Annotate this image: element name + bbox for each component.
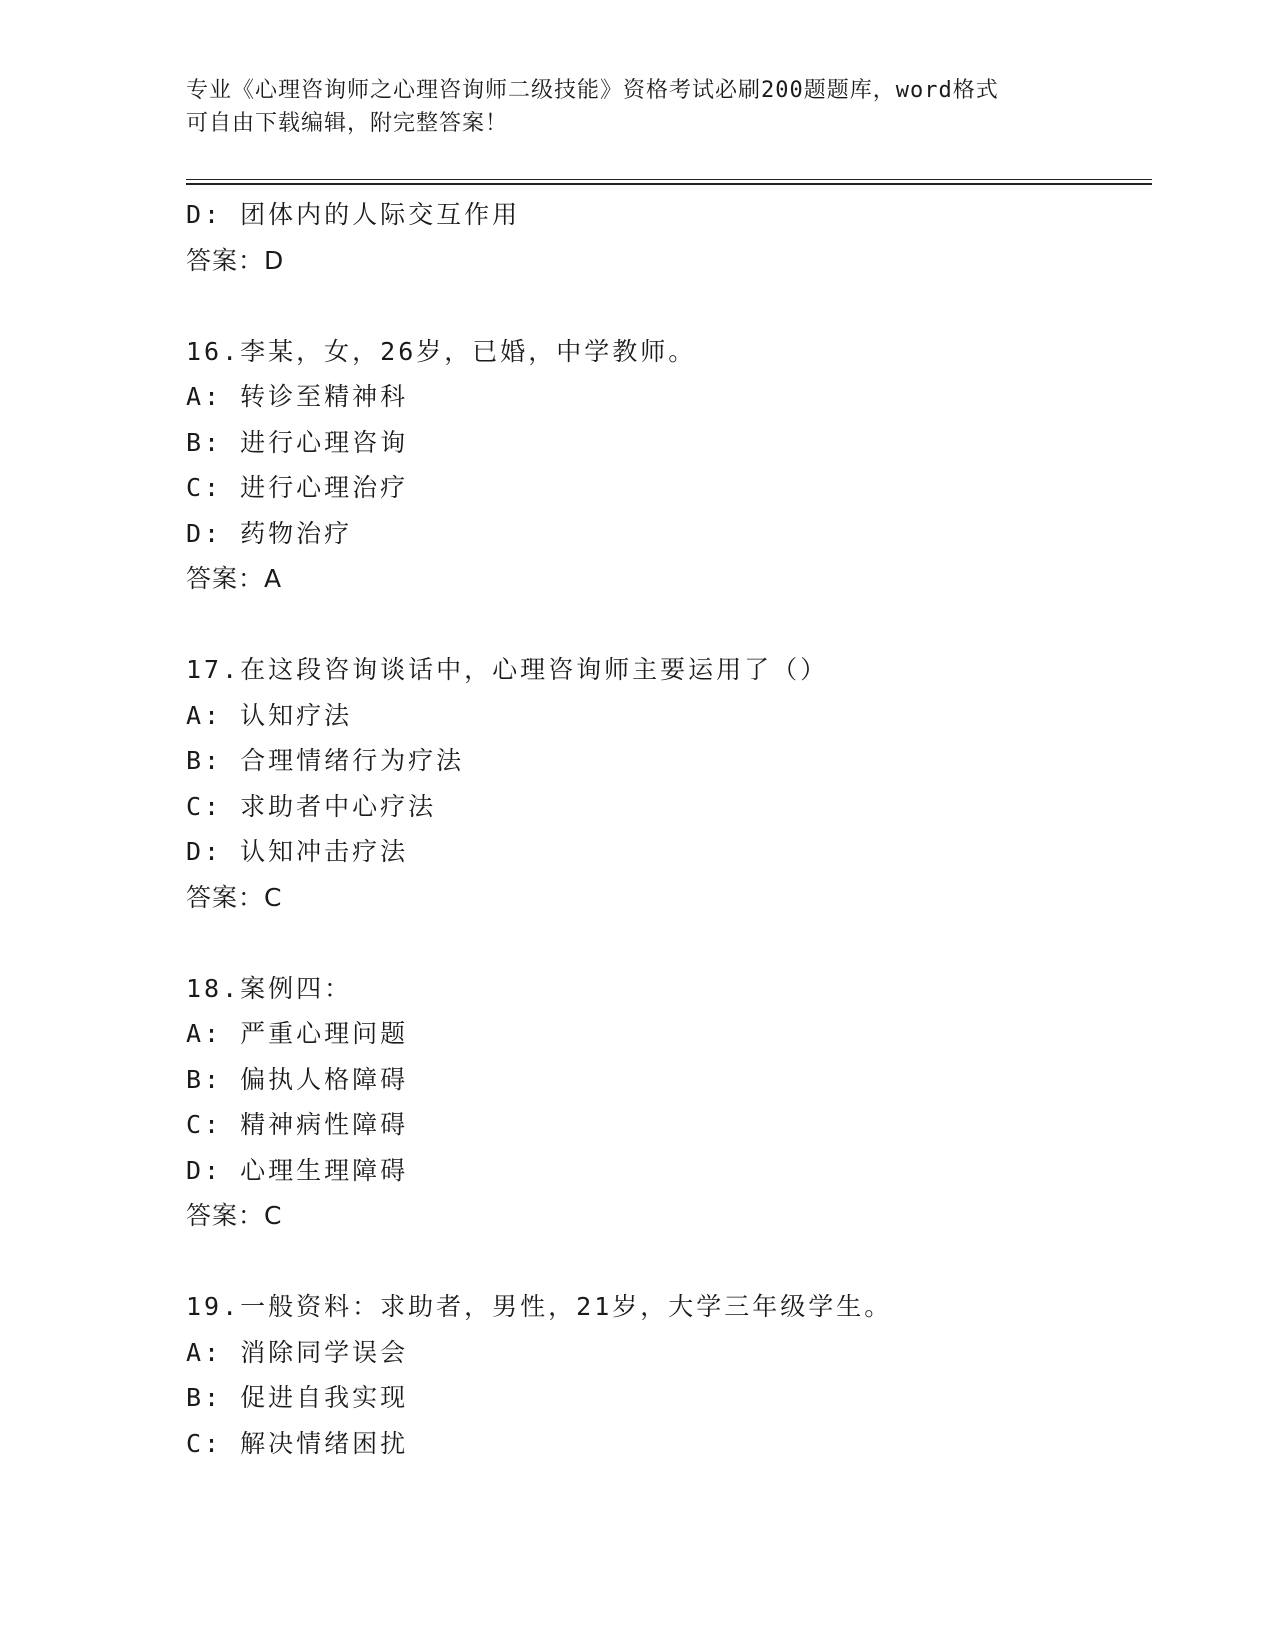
question-16-answer: 答案：A	[186, 564, 283, 593]
question-18-option-a: A: 严重心理问题	[186, 1019, 409, 1048]
question-18-option-b: B: 偏执人格障碍	[186, 1064, 409, 1094]
question-19-option-b: B: 促进自我实现	[186, 1383, 409, 1412]
question-19-option-c: C: 解决情绪困扰	[186, 1428, 409, 1458]
question-17-answer: 答案：C	[186, 882, 283, 912]
document-header	[186, 74, 1066, 140]
question-list	[186, 192, 1146, 1466]
question-16-option-d: D: 药物治疗	[186, 518, 353, 548]
question-title-16: 16.李某，女，26岁，已婚，中学教师。	[186, 336, 697, 366]
question-18-option-c: C: 精神病性障碍	[186, 1110, 409, 1139]
question-title-17: 17.在这段咨询谈话中，心理咨询师主要运用了（）	[186, 655, 829, 684]
prev-option-d: D: 团体内的人际交互作用	[186, 200, 521, 229]
header-line-1: 专业《心理咨询师之心理咨询师二级技能》资格考试必刷200题题库，word格式	[186, 78, 999, 103]
question-18-answer: 答案：C	[186, 1201, 283, 1230]
header-line-2: 可自由下载编辑，附完整答案！	[186, 111, 509, 136]
spacer	[186, 1239, 1146, 1285]
question-title-19: 19.一般资料：求助者，男性，21岁，大学三年级学生。	[186, 1292, 893, 1321]
question-19-option-a: A: 消除同学误会	[186, 1337, 409, 1367]
question-18-option-d: D: 心理生理障碍	[186, 1155, 409, 1185]
question-16-option-b: B: 进行心理咨询	[186, 427, 409, 457]
spacer	[186, 283, 1146, 329]
header-divider-top	[186, 179, 1152, 180]
question-16-option-a: A: 转诊至精神科	[186, 382, 409, 411]
question-17-option-b: B: 合理情绪行为疗法	[186, 746, 465, 775]
question-17-option-a: A: 认知疗法	[186, 700, 353, 730]
header-divider-bottom	[186, 183, 1152, 185]
question-17-option-d: D: 认知冲击疗法	[186, 837, 409, 866]
question-title-18: 18.案例四：	[186, 973, 353, 1003]
prev-answer: 答案：D	[186, 245, 285, 275]
question-17-option-c: C: 求助者中心疗法	[186, 791, 437, 821]
spacer	[186, 920, 1146, 966]
spacer	[186, 602, 1146, 648]
question-16-option-c: C: 进行心理治疗	[186, 473, 409, 502]
